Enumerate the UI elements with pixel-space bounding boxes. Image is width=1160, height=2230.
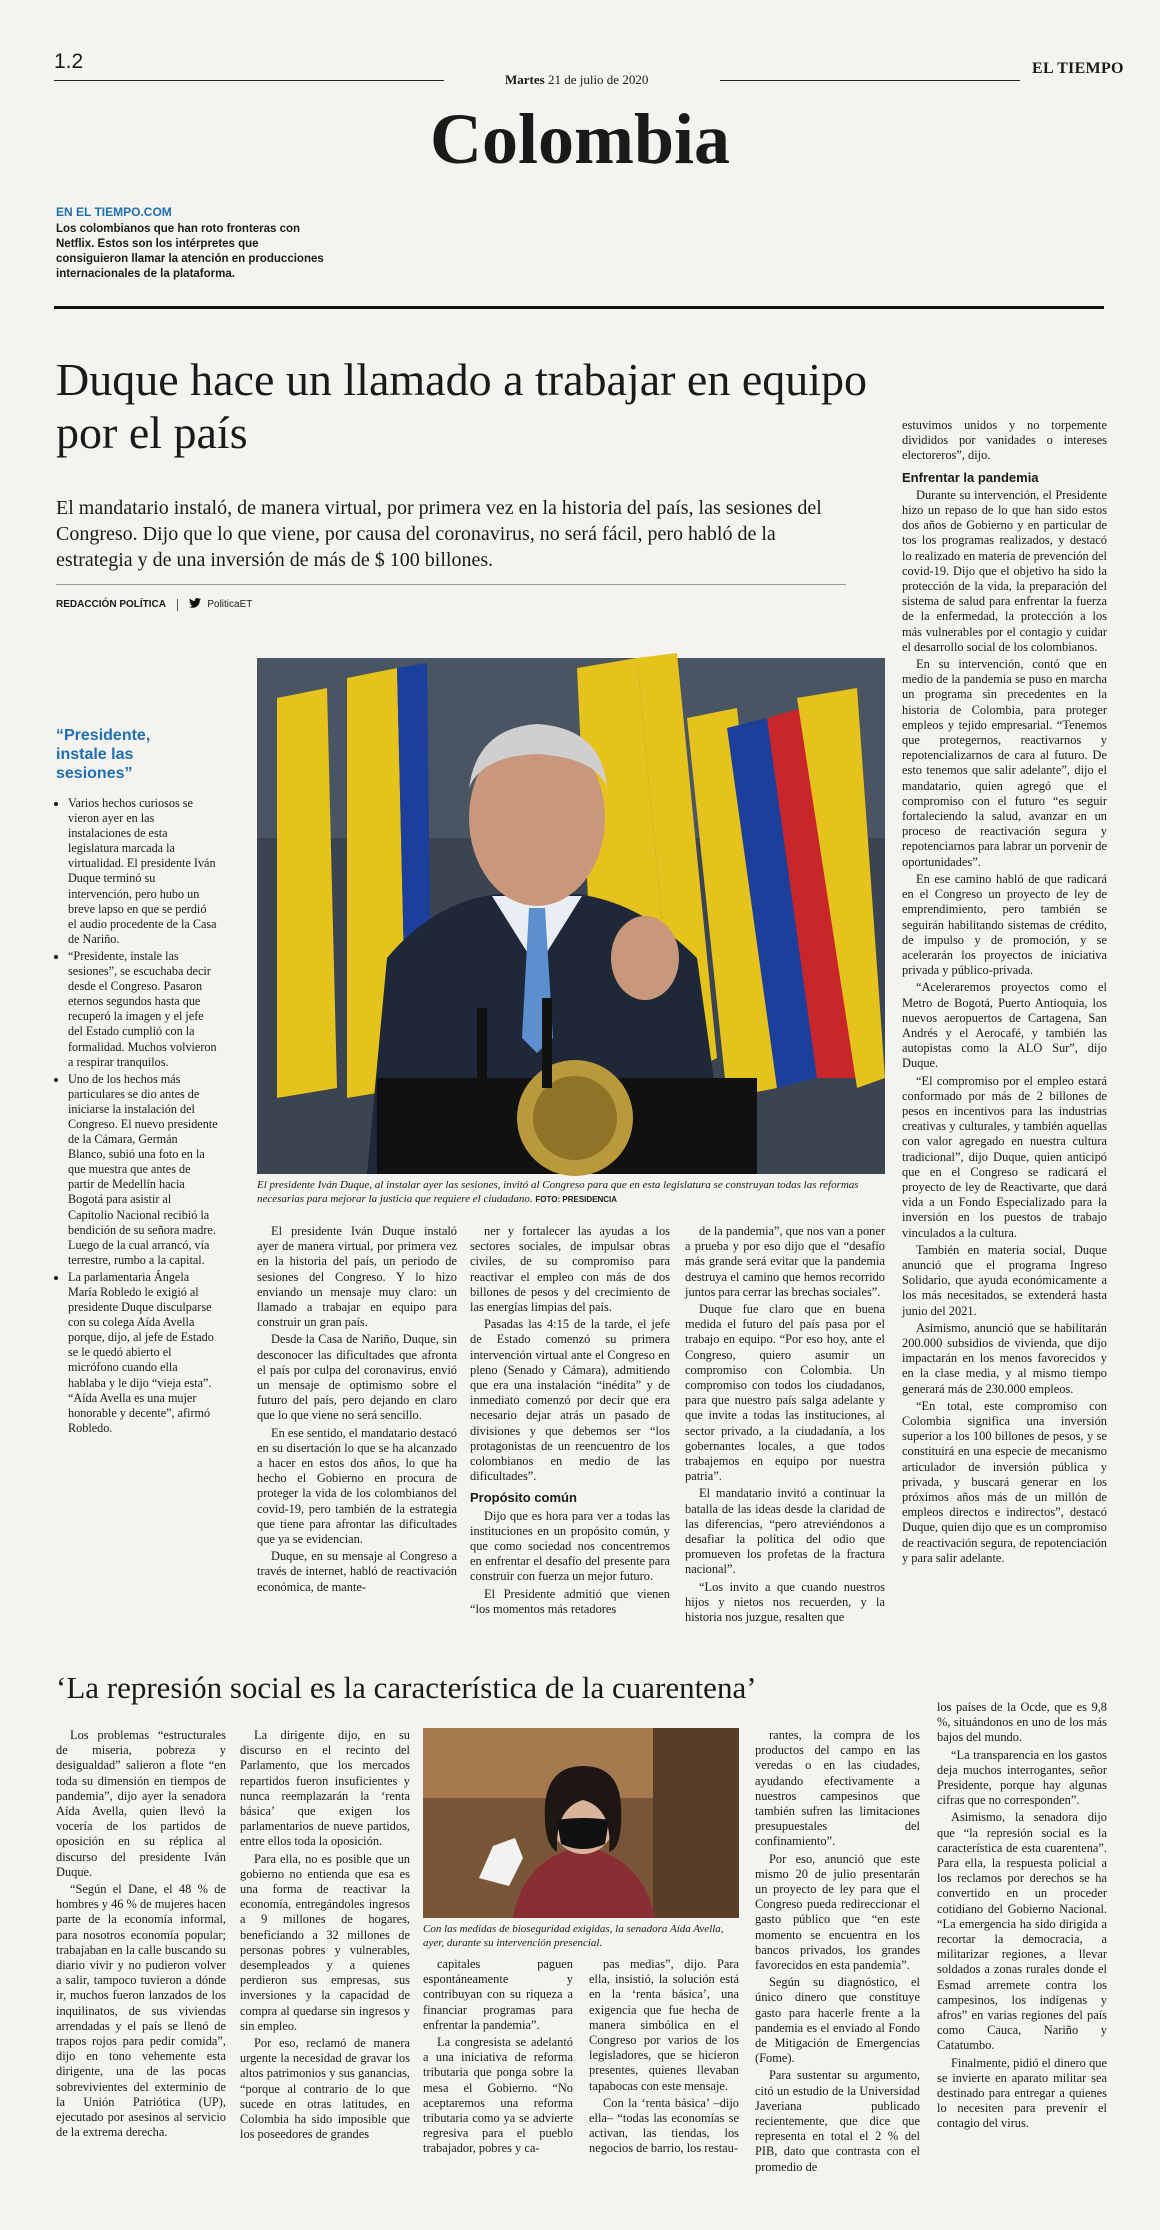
article2-col2c (423, 1957, 573, 2183)
duque-photo (257, 658, 885, 1174)
article1-deck: El mandatario instaló, de manera virtual, por primera vez en la historia del país, las sesiones del Congreso. Dijo que lo que viene, por causa del coronavirus, no será fácil, pero habló de la estrategia y de una inversión de más de $ 100 billones. (56, 497, 822, 571)
paragraph: Para ella, no es posible que un gobierno no entienda que esa es una forma de reactivar la economía, entregándoles ingresos a 9 millones de hogares, beneficiando a 32 millones de personas pobres y vulnerables, desempleados y a quienes perdieron sus empresas, sus inversiones y la capacidad de compra al quedarse sin ingresos y sin empleo. (240, 1851, 410, 2033)
paragraph: “La transparencia en los gastos deja muchos interrogantes, señor Presidente, porque hay algunas cifras que no corresponden”. (937, 1747, 1107, 1808)
brand-logo: EL TIEMPO (1032, 60, 1124, 77)
avella-photo (423, 1728, 739, 1918)
article2-headline: ‘La represión social es la característica de la cuarentena’ (56, 1670, 757, 1705)
paragraph: Por eso, reclamó de manera urgente la necesidad de gravar los altos patrimonios y sus ganancias, “porque al contrario de lo que sucede en otras latitudes, en Colombia ha sido imposible que los poseedores de grandes (240, 2036, 410, 2142)
paragraph: La dirigente dijo, en su discurso en el recinto del Parlamento, que los mercados repartidos fueron insuficientes y nunca reemplazarán la ‘renta básica’ que exigen los parlamentarios de nueve partidos, entre ellos toda la oposición. (240, 1728, 410, 1849)
paragraph: Asimismo, la senadora dijo que “la represión social es la característica de esta cuarentena”. Para ella, la respuesta policial a los reclamos por derechos se ha convertido en un proceder cotidiano del Gobierno Nacional. “La emergencia ha sido dirigida a recortar la democracia, a militarizar regiones, a llevar soldados a zonas rurales donde el Esmad arremete contra los campesinos, los indígenas y afros” en varias regiones del país como Cauca, Nariño y Catatumbo. (937, 1810, 1107, 2053)
paragraph: Duque fue claro que en buena medida el futuro del país pasa por el trabajo en equipo. “Por eso hoy, ante el Congreso, quiero asumir un compromiso con Colombia. Un compromiso con todos los ciudadanos, para que nuestro país salga adelante y que invite a todas las instituciones, al sector privado, a la ciudadanía, a los gobernantes locales, a que todos trabajemos en equipo por nuestra patria”. (685, 1302, 885, 1484)
paragraph: rantes, la compra de los productos del campo en las veredas o en las ciudades, ayudando efectivamente a nuestros campesinos que también sufren las limitaciones presupuestales del confinamiento”. (755, 1728, 920, 1849)
photo-credit: FOTO: PRESIDENCIA (535, 1195, 618, 1204)
paragraph: “En total, este compromiso con Colombia significa una inversión superior a los 100 billones de pesos, y se constituirá en una especie de mecanismo articulador de inversión pública y privada, y buscará generar en los próximos años más de un millón de empleos directos e indirectos”, destacó Duque, quien dijo que es un compromiso de reactivación segura, de repotenciación y para salir adelante. (902, 1398, 1107, 1565)
byline (56, 598, 252, 611)
paragraph: También en materia social, Duque anunció que el programa Ingreso Solidario, que ayuda económicamente a los más necesitados, se extenderá hasta junio del 2021. (902, 1242, 1107, 1318)
paragraph: ner y fortalecer las ayudas a los sectores sociales, de impulsar obras civiles, de su compromiso para reactivar el empleo con más de dos billones de pesos y del crecimiento de las energías limpias del país. (470, 1224, 670, 1315)
paragraph: Por eso, anunció que este mismo 20 de julio presentarán un proyecto de ley para que el Congreso pueda redireccionar el gasto público que “en este momento se encuentra en los bancos privados, los grandes favorecidos en esta pandemia”. (755, 1851, 920, 1973)
section-rule (54, 306, 1104, 309)
paragraph: Desde la Casa de Nariño, Duque, sin desconocer las dificultades que afronta el país por culpa del coronavirus, envió un mensaje de optimismo sobre el futuro del país, pero dejando en claro que lo que viene no será sencillo. (257, 1332, 457, 1423)
paragraph: Asimismo, anunció que se habilitarán 200.000 subsidios de vivienda, que dijo impactarán en los menos favorecidos y en la clase media, y al mismo tiempo generará más de 230.000 empleos. (902, 1320, 1107, 1396)
subhead-proposito: Propósito común (470, 1490, 577, 1506)
article2-col3c (589, 1957, 739, 2183)
paragraph: Para sustentar su argumento, citó un estudio de la Universidad Javeriana publicado recientemente, que dice que representa en total el 2 % del PIB, dato que contrasta con el promedio de (755, 2068, 920, 2174)
sidebar-bullets (56, 796, 218, 1556)
paragraph: pas medias”, dijo. Para ella, insistió, la solución está en la ‘renta básica’, una exigencia que fue hecha de manera simbólica en el Congreso por varios de los legisladores, que se hicieron presentes, quienes llevaban tapabocas con este mensaje. (589, 1957, 739, 2093)
photo-caption (257, 1178, 885, 1207)
paragraph: “El compromiso por el empleo estará conformado por más de 2 billones de pesos en incentivos para las industrias creativas y culturales, y también aquellas con valor agregado en nuestra cultura tradicional”, dijo Duque, quien anticipó que en el Congreso se radicará el proyecto de ley de Reactivarte, que dará vida a un Fondo Especializado para la inversión en los puestos de trabajo vinculados a la cultura. (902, 1073, 1107, 1240)
byline-author: REDACCIÓN POLÍTICA (56, 599, 166, 611)
paragraph: Según su diagnóstico, el único dinero que constituye gasto para hacerle frente a la pandemia es el enviado al Fondo de Mitigación de Emergencias (Fome). (755, 1975, 920, 2066)
paragraph: “Los invito a que cuando nuestros hijos y nietos nos recuerden, y la historia nos juzgue, resalten que (685, 1579, 885, 1625)
byline-separator (177, 599, 178, 611)
header-rule-right (720, 80, 1020, 81)
article2-col1 (56, 1728, 226, 2183)
paragraph: Durante su intervención, el Presidente hizo un repaso de lo que han sido estos dos años de Gobierno y en particular de tos los programas realizados, y destacó lo realizado en materia de prevención del covid-19. Dijo que el objetivo ha sido la protección de la vida, la preparación del sistema de salud para enfrentar la fuerza de la enfermedad, la protección a los más vulnerables por el contagio y cuidar el desarrollo social de los colombianos. (902, 487, 1107, 654)
sidebar-bullet: • Varios hechos curiosos se vieron ayer en las instalaciones de esta legislatura marcada la virtualidad. El presidente Iván Duque terminó su intervención, pero hubo un breve lapso en que se perdió el audio procedente de la Casa de Nariño. (68, 796, 218, 947)
avella-photo-caption: Con las medidas de bioseguridad exigidas, la senadora Aída Avella, ayer, durante su intervención presencial. (423, 1923, 724, 1949)
paragraph: En ese sentido, el mandatario destacó en su disertación lo que se ha alcanzado a hacer en estos dos años, lo que ha hecho el Gobierno en procura de proteger la vida de los colombianos del covid-19, pero también de la estrategia que tiene para afrontar las dificultades que ya se evidencian. (257, 1425, 457, 1547)
paragraph: En ese camino habló de que radicará en el Congreso un proyecto de ley de emprendimiento, pero también se seguirán habilitando sistemas de crédito, de impulso y de promoción, y se acelerarán los proyectos de iniciativa privada y público-privada. (902, 871, 1107, 978)
article1-col2 (470, 1224, 670, 1616)
paragraph: “Aceleraremos proyectos como el Metro de Bogotá, Puerto Antioquia, los nuevos aeropuertos de Cartagena, San Andrés y el Aerocafé, y también las autopistas como la ALO Sur”, dijo Duque. (902, 980, 1107, 1071)
article2-col2 (240, 1728, 410, 2183)
article2-col5 (937, 1700, 1107, 2183)
paragraph: “Según el Dane, el 48 % de hombres y 46 % de mujeres hacen parte de la economía informal, para nosotros economía popular; trabajaban en la calle buscando su diario vivir y no pudieron volver a salir, tampoco tuvieron a dónde ir, muchos fueron lanzados de los inquilinatos, de sus viviendas arrendadas y el país se llenó de trapos rojos para pedir comida”, dijo en tono vehemente esta dirigente, una de las pocas sobrevivientes del exterminio de la Unión Patriótica (UP), ejecutado por asesinos al servicio de la extrema derecha. (56, 1882, 226, 2140)
header-date-rest: 21 de julio de 2020 (547, 72, 649, 87)
header-date (505, 72, 648, 88)
avella-photo-illustration (423, 1728, 739, 1918)
subhead-pandemia: Enfrentar la pandemia (902, 469, 1039, 485)
paragraph: En su intervención, contó que en medio de la pandemia se puso en marcha un programa sin precedentes en la historia de Colombia, para proteger empleos y tejido empresarial. “Tenemos que protegernos, reactivarnos y repotencializarnos de cara al futuro. De esto tenemos que salir adelante”, dijo el mandatario, quien agregó que el compromiso con el futuro “es seguir fortaleciendo la salud, avanzar en un proceso de reactivación segura y repotenciarnos para labrar un porvenir de oportunidades”. (902, 657, 1107, 869)
paragraph: de la pandemia”, que nos van a poner a prueba y por eso dijo que el “desafío más grande será evitar que la pandemia destruya el camino que hemos recorrido juntos para cerrar las brechas sociales”. (685, 1224, 885, 1299)
paragraph: La congresista se adelantó a una iniciativa de reforma tributaria que ponga sobre la mesa el Gobierno. “No aceptaremos una reforma tributaria como ya se advierte regresiva para el pueblo trabajador, pobres y ca- (423, 2035, 573, 2156)
header-rule-left (54, 80, 444, 81)
paragraph: El Presidente admitió que vienen “los momentos más retadores (470, 1586, 670, 1616)
paragraph: capitales paguen espontáneamente y contribuyan con su riqueza a financiar programas para enfrentar la pandemia”. (423, 1957, 573, 2032)
paragraph: Pasadas las 4:15 de la tarde, el jefe de Estado comenzó su primera intervención virtual ante el Congreso en pleno (Senado y Cámara), admitiendo que era una instalación “inédita” y de inmediato comenzó por decir que era necesario dejar atrás un pasado de divisiones y que debemos ser “los protagonistas de un reencuentro de los colombianos en medio de las dificultades”. (470, 1317, 670, 1484)
twitter-icon (189, 598, 201, 611)
article1-col3 (685, 1224, 885, 1625)
paragraph: Dijo que es hora para ver a todas las instituciones en un propósito común, y que como sociedad nos concentremos en enfrentar el desafío del presente para construir con fuerza un mejor futuro. (470, 1508, 670, 1584)
paragraph: Los problemas “estructurales de miseria, pobreza y desigualdad” salieron a flote “en toda su dimensión en tiempos de pandemia”, dijo ayer la senadora Aída Avella, quien llevó la vocería de los partidos de oposición en su réplica al discurso del presidente Iván Duque. (56, 1728, 226, 1879)
byline-rule-top (56, 584, 846, 585)
paragraph: los países de la Ocde, que es 9,8 %, situándonos en uno de los más bajos del mundo. (937, 1700, 1107, 1745)
header-date-day: Martes (505, 72, 545, 87)
paragraph: Con la ‘renta básica’ –dijo ella– “todas las economías se activan, las tiendas, los negocios de barrio, los restau- (589, 2095, 739, 2156)
paragraph: Duque, en su mensaje al Congreso a través de internet, habló de reactivación económica, de mante- (257, 1549, 457, 1594)
sidebar-bullet: • “Presidente, instale las sesiones”, se escuchaba decir desde el Congreso. Pasaron eternos segundos hasta que recuperó la imagen y el jefe del Estado cumplió con la formalidad. Muchos volvieron a respirar tranquilos. (68, 949, 218, 1070)
duque-photo-illustration (257, 658, 885, 1174)
article2-col4 (755, 1728, 920, 2183)
article1-headline: Duque hace un llamado a trabajar en equipo por el país (56, 354, 868, 458)
paragraph: Finalmente, pidió el dinero que se invierte en aparato militar sea destinado para entregar a quienes lo necesiten para prevenir el contagio del virus. (937, 2055, 1107, 2131)
sidebar-bullet: • La parlamentaria Ángela María Robledo le exigió al presidente Duque disculparse con su colega Aída Avella porque, dijo, al jefe de Estado se le quedó abierto el micrófono cuando ella hablaba y le dijo “vieja esta”. “Aída Avella es una mujer honorable y decente”, afirmó Robledo. (68, 1270, 218, 1436)
promo-text[interactable]: Los colombianos que han roto fronteras con Netflix. Estos son los intérpretes que consiguieron llamar la atención en producciones internacionales de la plataforma. (56, 223, 324, 280)
paragraph: El presidente Iván Duque instaló ayer de manera virtual, por primera vez en la historia del país, un periodo de sesiones del Congreso. Y lo hizo enviando un mensaje muy claro: un llamado a trabajar en equipo para construir un gran país. (257, 1224, 457, 1330)
page-number: 1.2 (54, 50, 84, 73)
paragraph: El mandatario invitó a continuar la batalla de las ideas desde la claridad de las diferencias, “pero atreviéndonos a desafiar la política del odio que promueven los profetas de la fractura nacional”. (685, 1486, 885, 1577)
sidebar-bullet: • Uno de los hechos más particulares se dio antes de iniciarse la instalación del Congreso. El nuevo presidente de la Cámara, Germán Blanco, subió una foto en la que muestra que antes de partir de Medellín hacia Bogotá para asistir al Capitolio Nacional recibió la bendición de su señora madre. Luego de la cual arrancó, vía terrestre, rumbo a la capital. (68, 1072, 218, 1268)
photo-caption-text: El presidente Iván Duque, al instalar ayer las sesiones, invitó al Congreso para que en esta legislatura se construyan todas las reformas necesarias para mejorar la justicia que requiere el ciudadano. (257, 1179, 859, 1205)
section-title: Colombia (429, 99, 731, 179)
article1-col4 (902, 418, 1107, 1588)
article1-col1 (257, 1224, 457, 1594)
promo-label[interactable]: EN EL TIEMPO.COM (56, 205, 172, 219)
sidebar-title: “Presidente, instale las sesiones” (56, 727, 151, 782)
paragraph: estuvimos unidos y no torpemente divididos por vanidades o intereses electoreros”, dijo. (902, 418, 1107, 463)
twitter-handle[interactable]: PoliticaET (207, 599, 253, 611)
